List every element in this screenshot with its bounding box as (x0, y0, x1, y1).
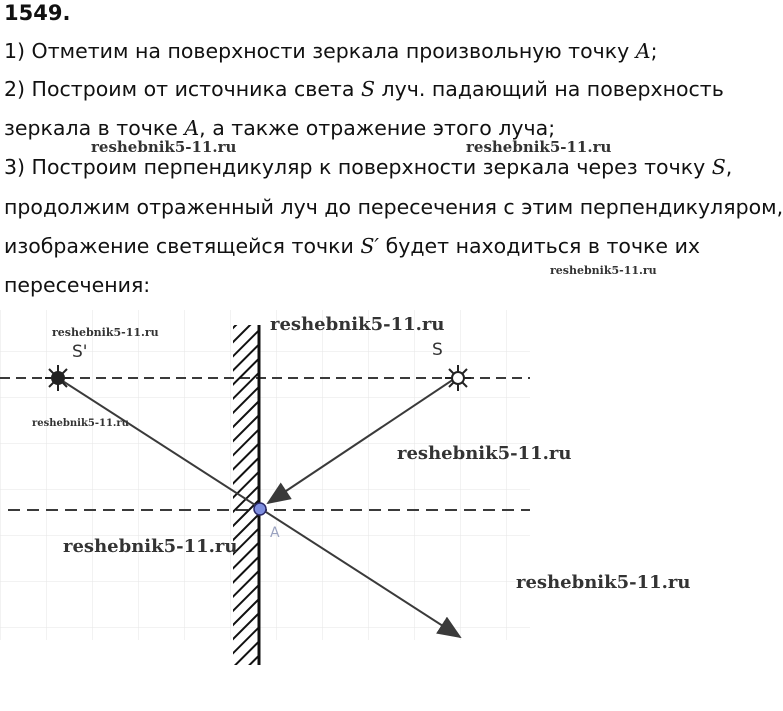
watermark: reshebnik5-11.ru (32, 418, 129, 429)
math-var: A (635, 39, 651, 63)
math-var: A (184, 116, 200, 140)
label-a: A (270, 525, 280, 541)
text-part: , (725, 155, 733, 179)
solution-line-6 (4, 233, 700, 259)
label-s-prime: S' (72, 342, 88, 362)
solution-line-5 (4, 194, 783, 220)
math-var: S (711, 155, 726, 179)
text-part: продолжим отраженный луч до пересечения с этим перпендикуляром, (4, 195, 783, 219)
label-s: S (432, 340, 443, 360)
text-part: ; (650, 39, 658, 63)
solution-line-7 (4, 272, 150, 298)
watermark: reshebnik5-11.ru (516, 572, 691, 593)
text-part: 2) Построим от источника света (4, 77, 361, 101)
solution-line-4 (4, 154, 732, 180)
text-part: луч. падающий на поверхность (375, 77, 724, 101)
watermark: reshebnik5-11.ru (466, 138, 612, 156)
text-part: зеркала в точке (4, 116, 185, 140)
text-part: будет находиться в точке их (379, 234, 701, 258)
text-part: 3) Построим перпендикуляр к поверхности зеркала через точку (4, 155, 712, 179)
watermark: reshebnik5-11.ru (397, 443, 572, 464)
watermark: reshebnik5-11.ru (52, 326, 159, 339)
text-part: , а также отражение этого луча; (199, 116, 556, 140)
watermark: reshebnik5-11.ru (550, 264, 657, 277)
math-var: S (360, 77, 375, 101)
point-a (254, 503, 266, 515)
watermark: reshebnik5-11.ru (270, 314, 445, 335)
text-part: изображение светящейся точки (4, 234, 361, 258)
text-part: 1) Отметим на поверхности зеркала произвольную точку (4, 39, 636, 63)
problem-number: 1549. (4, 1, 71, 25)
solution-line-1 (4, 38, 658, 64)
mirror-diagram (0, 305, 720, 705)
mirror-hatching (233, 325, 259, 665)
watermark: reshebnik5-11.ru (91, 138, 237, 156)
watermark: reshebnik5-11.ru (63, 536, 238, 557)
solution-line-2 (4, 76, 724, 102)
text-part: пересечения: (4, 273, 151, 297)
math-var: S′ (360, 234, 380, 258)
